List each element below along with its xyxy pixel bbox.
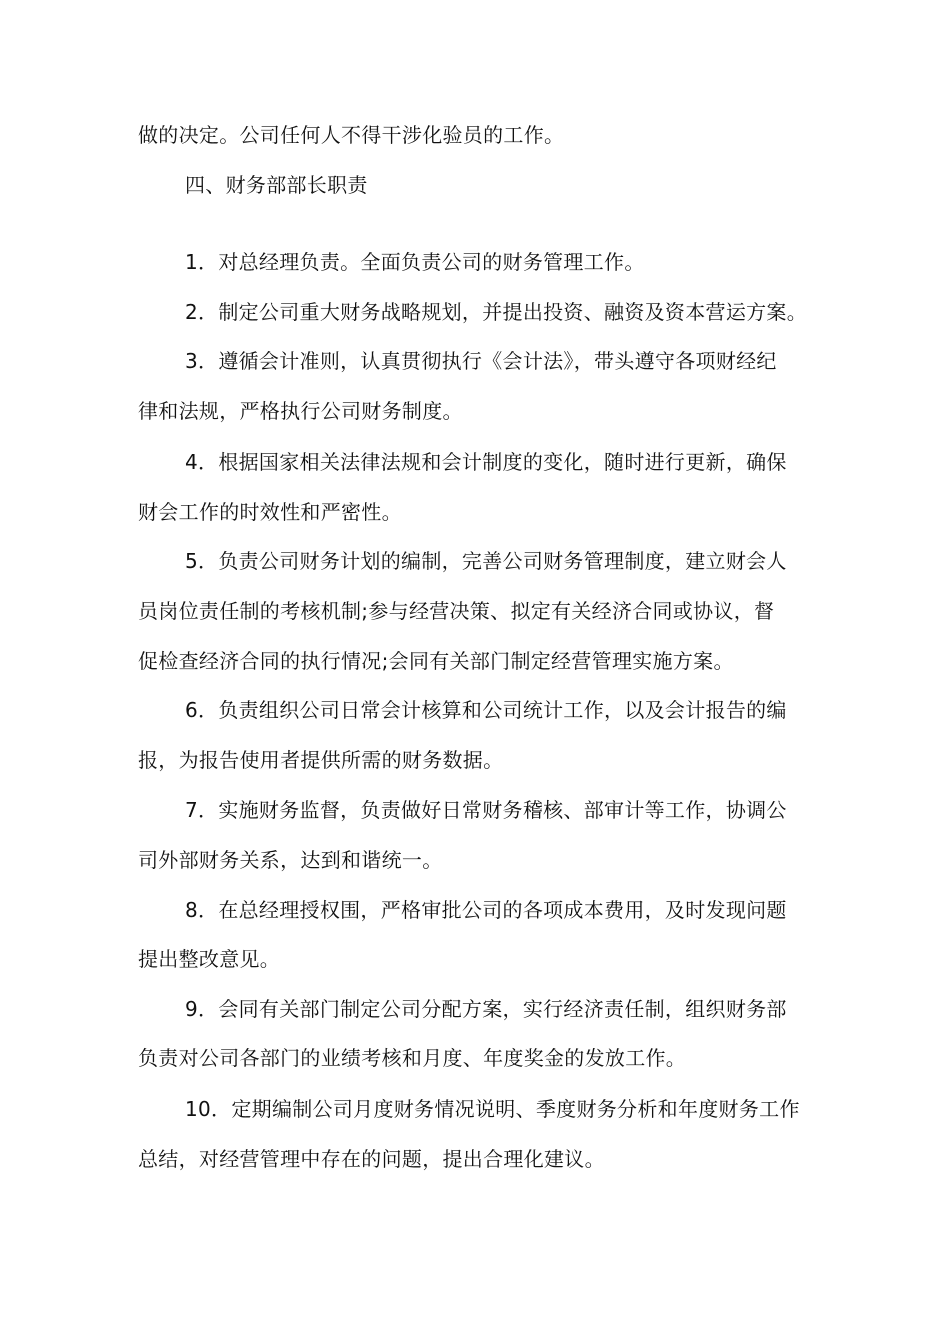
paragraph-line: 1．对总经理负责。全面负责公司的财务管理工作。 bbox=[185, 250, 645, 274]
paragraph-line: 律和法规，严格执行公司财务制度。 bbox=[138, 399, 463, 423]
paragraph-line: 10．定期编制公司月度财务情况说明、季度财务分析和年度财务工作 bbox=[185, 1097, 800, 1121]
paragraph-line: 2．制定公司重大财务战略规划，并提出投资、融资及资本营运方案。 bbox=[185, 300, 808, 324]
section-heading: 四、财务部部长职责 bbox=[185, 173, 368, 197]
paragraph-line: 3．遵循会计准则，认真贯彻执行《会计法》，带头遵守各项财经纪 bbox=[185, 349, 777, 373]
paragraph-line: 5．负责公司财务计划的编制，完善公司财务管理制度，建立财会人 bbox=[185, 549, 787, 573]
paragraph-line: 9．会同有关部门制定公司分配方案，实行经济责任制，组织财务部 bbox=[185, 997, 787, 1021]
paragraph-line: 司外部财务关系，达到和谐统一。 bbox=[138, 848, 443, 872]
paragraph-line: 提出整改意见。 bbox=[138, 947, 281, 971]
paragraph-line: 4．根据国家相关法律法规和会计制度的变化，随时进行更新，确保 bbox=[185, 450, 787, 474]
paragraph-line: 促检查经济合同的执行情况;会同有关部门制定经营管理实施方案。 bbox=[138, 649, 734, 673]
paragraph-line: 负责对公司各部门的业绩考核和月度、年度奖金的发放工作。 bbox=[138, 1046, 687, 1070]
paragraph-line: 财会工作的时效性和严密性。 bbox=[138, 500, 402, 524]
paragraph-line: 做的决定。公司任何人不得干涉化验员的工作。 bbox=[138, 123, 565, 147]
paragraph-line: 总结，对经营管理中存在的问题，提出合理化建议。 bbox=[138, 1147, 605, 1171]
paragraph-line: 7．实施财务监督，负责做好日常财务稽核、部审计等工作，协调公 bbox=[185, 798, 787, 822]
paragraph-line: 6．负责组织公司日常会计核算和公司统计工作，以及会计报告的编 bbox=[185, 698, 787, 722]
paragraph-line: 员岗位责任制的考核机制;参与经营决策、拟定有关经济合同或协议，督 bbox=[138, 599, 775, 623]
paragraph-line: 8．在总经理授权围，严格审批公司的各项成本费用，及时发现问题 bbox=[185, 898, 787, 922]
paragraph-line: 报，为报告使用者提供所需的财务数据。 bbox=[138, 748, 504, 772]
